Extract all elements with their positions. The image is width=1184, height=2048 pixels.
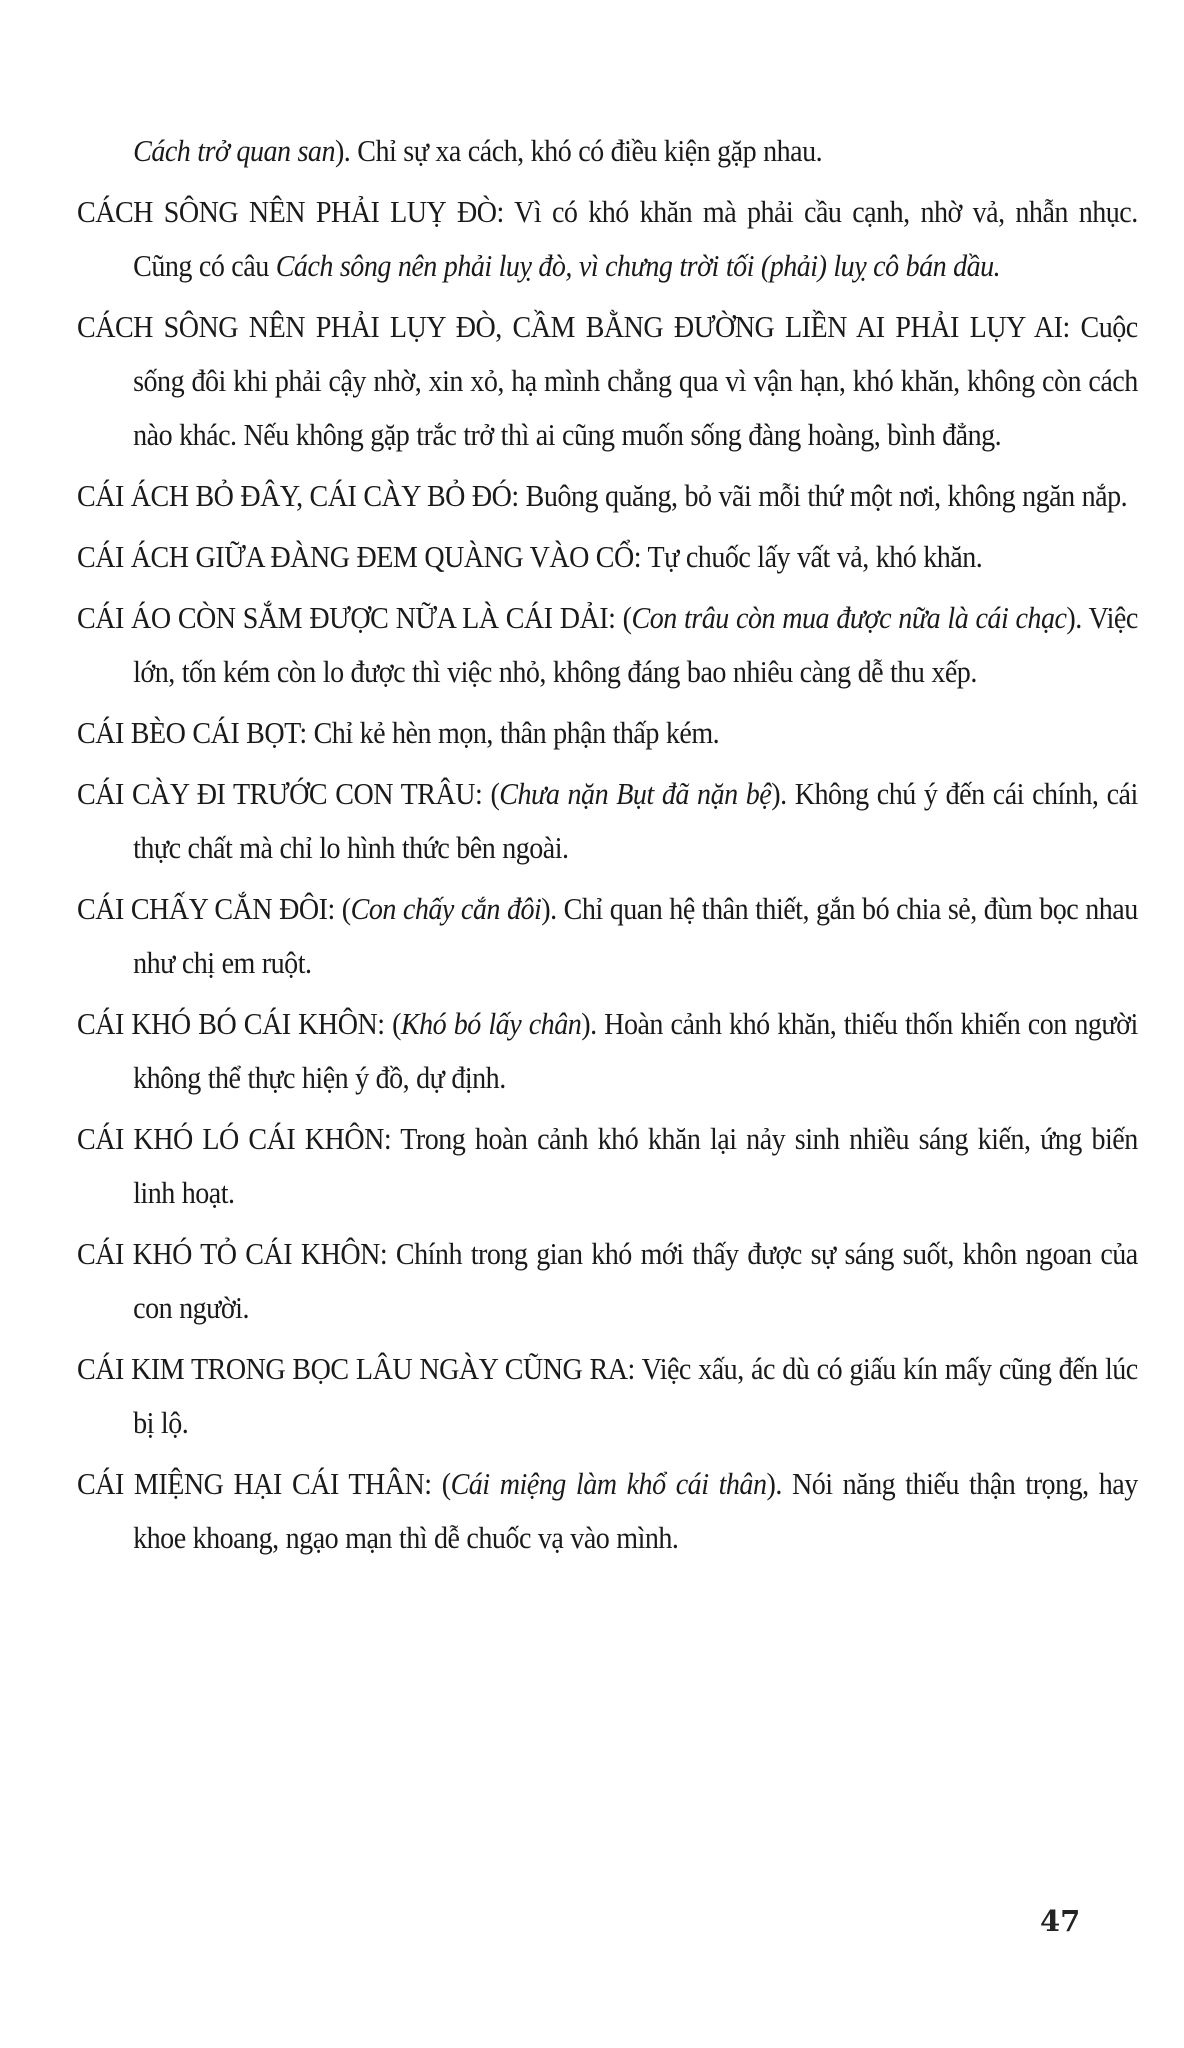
entry-headword: CÁCH SÔNG NÊN PHẢI LỤY ĐÒ, CẦM BẰNG ĐƯỜNG LIỀN AI PHẢI LỤY AI: [77, 310, 1070, 344]
entry [77, 767, 1138, 875]
entry-definition: ( [384, 1007, 401, 1041]
entry-headword: CÁI CHẤY CẮN ĐÔI: [77, 892, 335, 926]
entry-definition: ). Chỉ quan hệ thân thiết, gắn bó chia sẻ, đùm bọc nhau như chị em ruột. [133, 892, 1138, 980]
entry-definition: ). Hoàn cảnh khó khăn, thiếu thốn khiến con người không thể thực hiện ý đồ, dự định. [133, 1007, 1138, 1095]
entry-definition: Chỉ kẻ hèn mọn, thân phận thấp kém. [306, 716, 720, 750]
entry-headword: CÁCH SÔNG NÊN PHẢI LUỴ ĐÒ: [77, 195, 504, 229]
entry-definition: ( [334, 892, 351, 926]
entry-definition: Tự chuốc lấy vất vả, khó khăn. [641, 540, 983, 574]
entry-definition: Chính trong gian khó mới thấy được sự sáng suốt, khôn ngoan của con người. [133, 1237, 1138, 1325]
entry [77, 1342, 1138, 1450]
entry-definition: ( [615, 601, 632, 635]
entry-definition: Trong hoàn cảnh khó khăn lại nảy sinh nhiều sáng kiến, ứng biến linh hoạt. [133, 1122, 1138, 1210]
page-number: 47 [1040, 1904, 1081, 1938]
entry-headword: CÁI KHÓ TỎ CÁI KHÔN: [77, 1237, 388, 1271]
entry [77, 997, 1138, 1105]
entry-continuation [77, 124, 1138, 178]
entry [77, 1227, 1138, 1335]
entry-italic: Cách sông nên phải luỵ đò, vì chưng trời tối (phải) luỵ cô bán dầu. [275, 249, 1001, 283]
entry-headword: CÁI ÁO CÒN SẮM ĐƯỢC NỮA LÀ CÁI DẢI: [77, 601, 616, 635]
entry [77, 882, 1138, 990]
entry [77, 185, 1138, 293]
entry-headword: CÁI CÀY ĐI TRƯỚC CON TRÂU: [77, 777, 483, 811]
entry [77, 1112, 1138, 1220]
entry-headword: CÁI MIỆNG HẠI CÁI THÂN: [77, 1467, 432, 1501]
entry-definition: ). Việc lớn, tốn kém còn lo được thì việc nhỏ, không đáng bao nhiêu càng dễ thu xếp. [133, 601, 1138, 689]
entry-italic: Cái miệng làm khổ cái thân [450, 1467, 767, 1501]
entry-definition: Việc xấu, ác dù có giấu kín mấy cũng đến lúc bị lộ. [133, 1352, 1138, 1440]
entry-definition: ). Chỉ sự xa cách, khó có điều kiện gặp nhau. [334, 134, 823, 168]
entry-italic: Chưa nặn Bụt đã nặn bệ [499, 777, 772, 811]
entry-italic: Con chấy cắn đôi [350, 892, 542, 926]
entry [77, 706, 1138, 760]
entry-headword: CÁI ÁCH GIỮA ĐÀNG ĐEM QUÀNG VÀO CỔ: [77, 540, 642, 574]
entry-headword: CÁI KIM TRONG BỌC LÂU NGÀY CŨNG RA: [77, 1352, 635, 1386]
entry [77, 469, 1138, 523]
entry-headword: CÁI BÈO CÁI BỌT: [77, 716, 307, 750]
entry-italic: Con trâu còn mua được nữa là cái chạc [631, 601, 1067, 635]
entry [77, 530, 1138, 584]
entry-definition: ). Nói năng thiếu thận trọng, hay khoe khoang, ngạo mạn thì dễ chuốc vạ vào mình. [133, 1467, 1138, 1555]
entry-headword: CÁI KHÓ BÓ CÁI KHÔN: [77, 1007, 385, 1041]
entry-definition: ). Không chú ý đến cái chính, cái thực chất mà chỉ lo hình thức bên ngoài. [133, 777, 1138, 865]
entry-definition: ( [482, 777, 500, 811]
entry-definition: Vì có khó khăn mà phải cầu cạnh, nhờ vả, nhẫn nhục. Cũng có câu [133, 195, 1138, 283]
entry-definition: Buông quăng, bỏ vãi mỗi thứ một nơi, không ngăn nắp. [518, 479, 1128, 513]
entry-italic: Cách trở quan san [133, 134, 335, 168]
entry-definition: Cuộc sống đôi khi phải cậy nhờ, xin xỏ, hạ mình chẳng qua vì vận hạn, khó khăn, không còn cách nào khác. Nếu không gặp trắc trở thì ai cũng muốn sống đàng hoàng, bình đẳng. [133, 310, 1138, 452]
entry [77, 1457, 1138, 1565]
entry-headword: CÁI ÁCH BỎ ĐÂY, CÁI CÀY BỎ ĐÓ: [77, 479, 519, 513]
entry-italic: Khó bó lấy chân [400, 1007, 582, 1041]
entry-definition: ( [431, 1467, 451, 1501]
entry [77, 300, 1138, 462]
entry [77, 591, 1138, 699]
entry-headword: CÁI KHÓ LÓ CÁI KHÔN: [77, 1122, 392, 1156]
dictionary-page [77, 124, 1138, 1572]
